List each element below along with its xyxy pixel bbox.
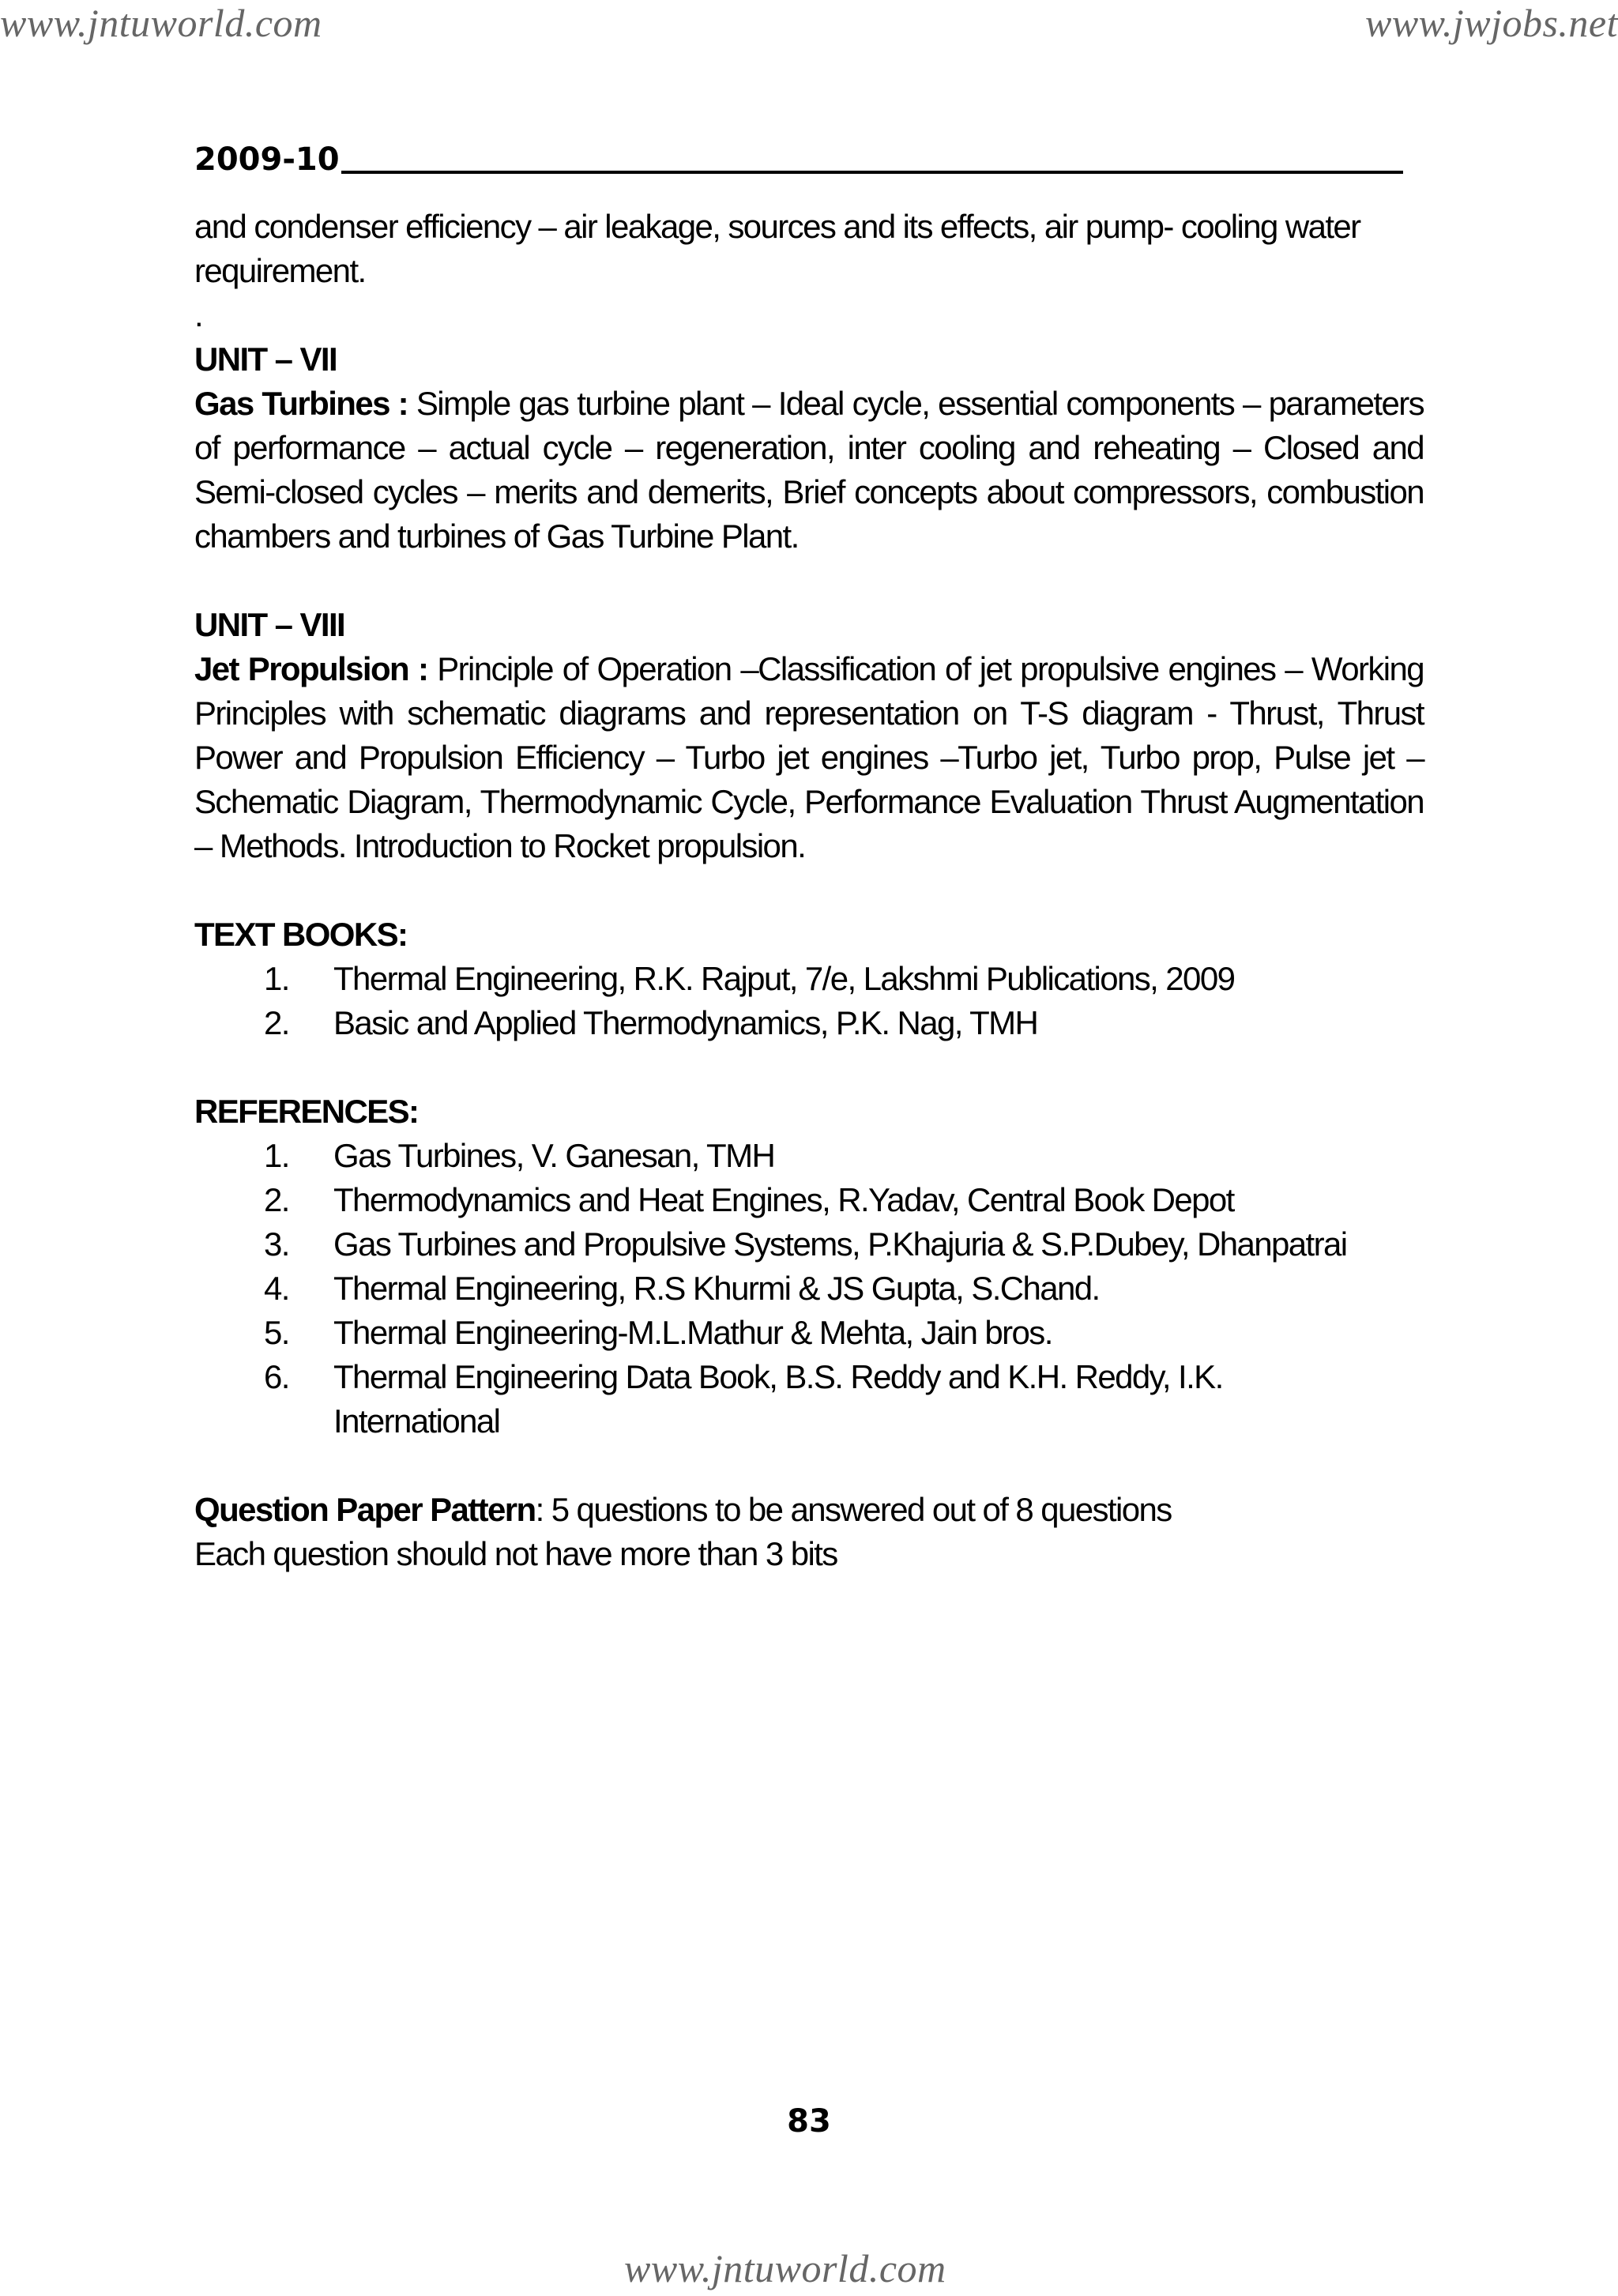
list-item-number: 3. xyxy=(264,1225,289,1263)
list-item-text: Gas Turbines, V. Ganesan, TMH xyxy=(333,1137,775,1174)
list-item-text: Thermal Engineering, R.K. Rajput, 7/e, Lakshmi Publications, 2009 xyxy=(333,960,1235,997)
unit8-paragraph xyxy=(194,647,1424,868)
unit8-heading: UNIT – VIII xyxy=(194,606,345,643)
question-pattern-line2: Each question should not have more than 3 bits xyxy=(194,1535,837,1572)
watermark-bottom: www.jntuworld.com xyxy=(624,2246,946,2290)
unit8-topic: Jet Propulsion : xyxy=(194,650,428,687)
list-item-number: 2. xyxy=(264,1004,289,1041)
year-label: 2009-10 xyxy=(194,141,340,178)
list-item-text: Thermodynamics and Heat Engines, R.Yadav, Central Book Depot xyxy=(333,1181,1234,1218)
list-item-number: 1. xyxy=(264,1137,289,1174)
list-item xyxy=(194,1222,1424,1267)
list-item-number: 2. xyxy=(264,1181,289,1218)
watermark-top-left: www.jntuworld.com xyxy=(0,1,322,45)
list-item xyxy=(194,1178,1424,1222)
list-item-text: Basic and Applied Thermodynamics, P.K. Nag, TMH xyxy=(333,1004,1038,1041)
references-heading: REFERENCES: xyxy=(194,1093,419,1130)
year-header xyxy=(194,141,1403,179)
header-rule xyxy=(341,171,1403,174)
references-list xyxy=(194,1134,1424,1443)
text-books-heading: TEXT BOOKS: xyxy=(194,916,408,953)
unit8-text: Principle of Operation –Classification of jet propulsive engines – Working Principles with schematic diagrams and representation on T-S diagram - Thrust, Thrust Power and Propulsion Efficiency – Turbo jet engines –Turbo jet, Turbo prop, Pulse jet – Schematic Diagram, Thermodynamic Cycle, Performance Evaluation Thrust Augmentation – Methods. Introduction to Rocket propulsion. xyxy=(194,650,1424,864)
intro-paragraph: and condenser efficiency – air leakage, sources and its effects, air pump- cooling water requirement. xyxy=(194,208,1360,289)
question-pattern-text: : 5 questions to be answered out of 8 questions xyxy=(535,1491,1172,1528)
list-item-number: 6. xyxy=(264,1358,289,1395)
list-item-text: Gas Turbines and Propulsive Systems, P.Khajuria & S.P.Dubey, Dhanpatrai xyxy=(333,1225,1347,1263)
unit7-topic: Gas Turbines : xyxy=(194,385,408,422)
list-item xyxy=(194,1267,1424,1311)
unit7-heading: UNIT – VII xyxy=(194,341,337,378)
question-pattern xyxy=(194,1488,1424,1532)
document-body xyxy=(194,205,1424,1576)
list-item-number: 4. xyxy=(264,1270,289,1307)
list-item-text: Thermal Engineering Data Book, B.S. Reddy and K.H. Reddy, I.K. International xyxy=(333,1358,1223,1440)
list-item xyxy=(194,1311,1424,1355)
list-item-number: 1. xyxy=(264,960,289,997)
unit7-text: Simple gas turbine plant – Ideal cycle, essential components – parameters of performance – actual cycle – regeneration, inter cooling and reheating – Closed and Semi-closed cycles – merits and demerits, Brief concepts about compressors, combustion chambers and turbines of Gas Turbine Plant. xyxy=(194,385,1424,555)
list-item-text: Thermal Engineering-M.L.Mathur & Mehta, Jain bros. xyxy=(333,1314,1052,1351)
list-item-text: Thermal Engineering, R.S Khurmi & JS Gupta, S.Chand. xyxy=(333,1270,1100,1307)
page-number: 83 xyxy=(787,2103,831,2140)
list-item xyxy=(194,957,1424,1001)
list-item xyxy=(194,1001,1424,1045)
list-item xyxy=(194,1134,1424,1178)
list-item-number: 5. xyxy=(264,1314,289,1351)
intro-dot: . xyxy=(194,296,203,333)
question-pattern-label: Question Paper Pattern xyxy=(194,1491,536,1528)
watermark-top-right: www.jwjobs.net xyxy=(1364,1,1618,45)
text-books-list xyxy=(194,957,1424,1045)
list-item xyxy=(194,1355,1424,1443)
unit7-paragraph xyxy=(194,382,1424,559)
